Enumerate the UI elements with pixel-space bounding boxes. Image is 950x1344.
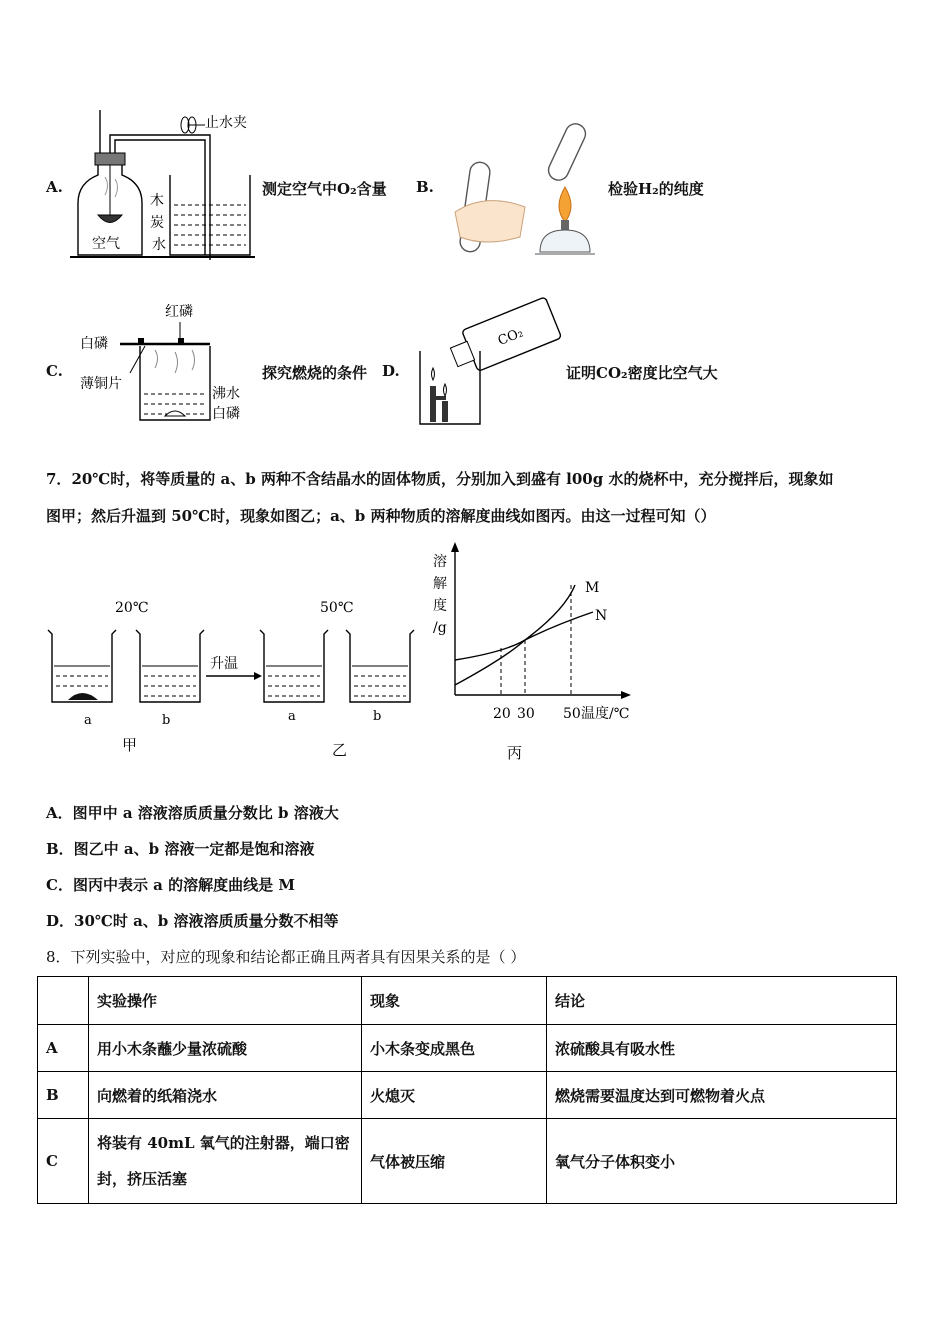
yi-a-label: a (288, 709, 296, 724)
copper-sheet-label: 薄铜片 (80, 376, 122, 392)
table-cell: 将装有 40mL 氧气的注射器，端口密封，挤压活塞 (89, 1119, 362, 1204)
beaker-jia-a (48, 630, 116, 702)
y-label-char-4: /g (433, 620, 447, 636)
beaker-jia-b (136, 630, 204, 702)
white-phosphorus-bottom-label: 白磷 (212, 406, 240, 422)
temp-20-label: 20℃ (115, 600, 149, 616)
x-axis-arrow (621, 691, 631, 699)
boiling-water-label: 沸水 (212, 386, 240, 402)
temp-50-label: 50℃ (320, 600, 354, 616)
table-cell: 燃烧需要温度达到可燃物着火点 (547, 1072, 897, 1119)
option-c-diagram (80, 298, 255, 428)
x-tick-label: 20 (493, 706, 511, 722)
header-cell: 实验操作 (89, 977, 362, 1025)
table-cell: A (38, 1025, 89, 1072)
x-tick-label: 30 (517, 706, 535, 722)
y-label-char-2: 解 (433, 576, 447, 592)
q7-answer-b: B．图乙中 a、b 溶液一定都是饱和溶液 (46, 840, 315, 858)
option-a-label: A. (46, 178, 63, 196)
y-label-char-1: 溶 (433, 554, 447, 570)
option-a-caption: 测定空气中O₂含量 (262, 180, 387, 198)
table-cell: C (38, 1119, 89, 1204)
option-a-diagram (70, 105, 260, 260)
table-cell: B (38, 1072, 89, 1119)
table-cell: 火熄灭 (362, 1072, 547, 1119)
header-cell: 结论 (547, 977, 897, 1025)
table-cell: 小木条变成黑色 (362, 1025, 547, 1072)
jia-label: 甲 (122, 736, 138, 754)
co2-label: CO₂ (495, 325, 526, 350)
option-d-label: D. (382, 362, 400, 380)
experiment-table (37, 976, 897, 1204)
table-cell: 浓硫酸具有吸水性 (547, 1025, 897, 1072)
table-cell: 用小木条蘸少量浓硫酸 (89, 1025, 362, 1072)
curve-n (455, 612, 593, 660)
option-d-diagram (412, 296, 562, 426)
chart-y-label (433, 553, 447, 636)
option-c-label: C. (46, 362, 63, 380)
option-b-label: B. (416, 178, 434, 196)
q7-answer-d: D．30℃时 a、b 溶液溶质质量分数不相等 (46, 912, 339, 930)
charcoal-label-1: 木 (150, 193, 164, 209)
yi-b-label: b (373, 709, 382, 724)
table-header-row (38, 977, 897, 1025)
red-phosphorus-label: 红磷 (165, 304, 193, 320)
table-row (38, 1025, 897, 1072)
jia-a-label: a (84, 713, 92, 728)
option-b-caption: 检验H₂的纯度 (608, 180, 704, 198)
beaker-yi-b (346, 630, 414, 702)
series-m-label: M (585, 580, 600, 596)
solubility-chart (425, 540, 645, 770)
q7-answer-c: C．图丙中表示 a 的溶解度曲线是 M (46, 876, 295, 894)
table-cell: 向燃着的纸箱浇水 (89, 1072, 362, 1119)
beaker-yi-a (260, 630, 328, 702)
x-tick-label: 50 (563, 706, 581, 722)
table-row (38, 1072, 897, 1119)
arrow-label: 升温 (210, 656, 238, 672)
white-phosphorus-top-label: 白磷 (80, 336, 108, 352)
curve-m (455, 585, 575, 685)
table-cell: 气体被压缩 (362, 1119, 547, 1204)
q7-line-2: 图甲；然后升温到 50℃时，现象如图乙；a、b 两种物质的溶解度曲线如图丙。由这一过程可知（） (46, 507, 716, 525)
bing-label: 丙 (507, 744, 523, 762)
table-row (38, 1119, 897, 1204)
jia-b-label: b (162, 713, 171, 728)
clamp-label: 止水夹 (205, 115, 247, 131)
header-cell (38, 977, 89, 1025)
yi-label: 乙 (332, 741, 348, 759)
air-label: 空气 (92, 236, 120, 252)
option-c-caption: 探究燃烧的条件 (262, 364, 368, 382)
charcoal-label-2: 炭 (150, 215, 164, 231)
series-n-label: N (595, 608, 608, 624)
option-b-diagram (445, 122, 605, 262)
q7-answer-a: A．图甲中 a 溶液溶质质量分数比 b 溶液大 (46, 804, 339, 822)
water-label: 水 (152, 237, 166, 253)
y-label-char-3: 度 (433, 598, 447, 614)
q7-line-1: 7．20℃时，将等质量的 a、b 两种不含结晶水的固体物质，分别加入到盛有 l00g 水的烧杯中，充分搅拌后，现象如 (46, 470, 834, 488)
option-d-caption: 证明CO₂密度比空气大 (566, 364, 718, 382)
x-axis-label: 温度/℃ (581, 706, 630, 722)
q7-beaker-figure (40, 590, 440, 765)
y-axis-arrow (451, 542, 459, 552)
q8-text: 8．下列实验中，对应的现象和结论都正确且两者具有因果关系的是（ ） (46, 948, 526, 966)
table-cell: 氧气分子体积变小 (547, 1119, 897, 1204)
header-cell: 现象 (362, 977, 547, 1025)
